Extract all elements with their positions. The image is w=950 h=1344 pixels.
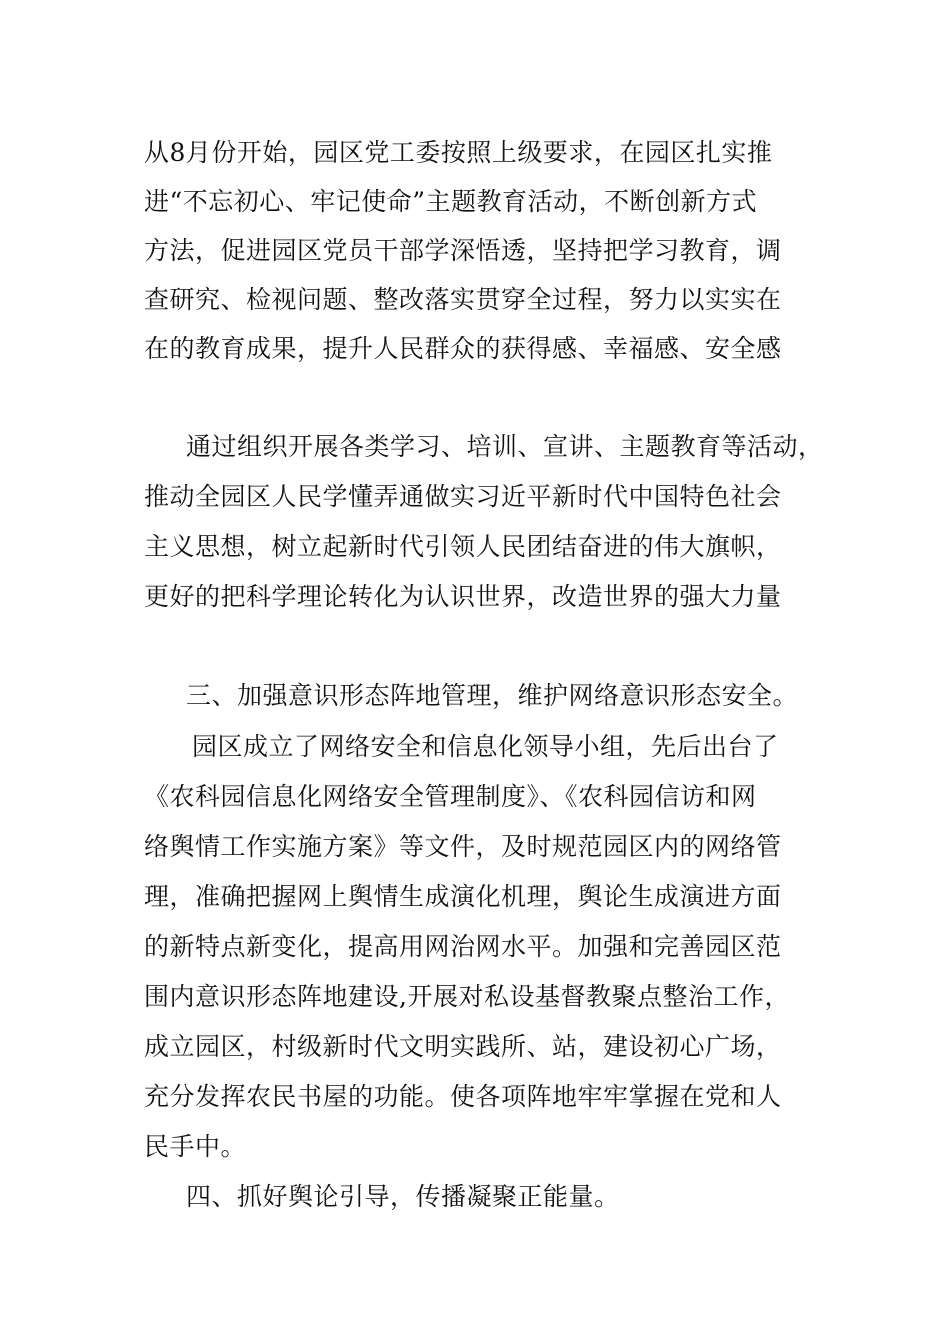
text-line: 更好的把科学理论转化为认识世界，改造世界的强大力量 xyxy=(144,582,782,611)
text-line: 《农科园信息化网络安全管理制度》、《农科园信访和网 xyxy=(144,782,757,811)
text-line: 通过组织开展各类学习、培训、宣讲、主题教育等活动， xyxy=(186,432,824,461)
text-line: 园区成立了网络安全和信息化领导小组，先后出台了 xyxy=(192,732,779,761)
text-line: 在的教育成果，提升人民群众的获得感、幸福感、安全感 xyxy=(144,334,782,363)
text-line: 围内意识形态阵地建设,开展对私设基督教聚点整治工作， xyxy=(144,982,790,1011)
text-line: 的新特点新变化，提高用网治网水平。加强和完善园区范 xyxy=(144,932,782,961)
text-line: 民手中。 xyxy=(144,1132,247,1161)
section-heading-4: 四、抓好舆论引导，传播凝聚正能量。 xyxy=(186,1182,620,1211)
text-line: 从8月份开始，园区党工委按照上级要求，在园区扎实推 xyxy=(144,138,773,167)
text-line: 主义思想，树立起新时代引领人民团结奋进的伟大旗帜， xyxy=(144,532,782,561)
text-line: 推动全园区人民学懂弄通做实习近平新时代中国特色社会 xyxy=(144,482,782,511)
text-line: 方法，促进园区党员干部学深悟透，坚持把学习教育，调 xyxy=(144,236,782,265)
text-line: 进“不忘初心、牢记使命”主题教育活动，不断创新方式 xyxy=(144,187,758,216)
text-line: 成立园区，村级新时代文明实践所、站，建设初心广场， xyxy=(144,1032,782,1061)
text-line: 理，准确把握网上舆情生成演化机理，舆论生成演进方面 xyxy=(144,882,782,911)
text-line: 络舆情工作实施方案》等文件，及时规范园区内的网络管 xyxy=(144,832,782,861)
text-line: 充分发挥农民书屋的功能。使各项阵地牢牢掌握在党和人 xyxy=(144,1082,782,1111)
section-heading-3: 三、加强意识形态阵地管理，维护网络意识形态安全。 xyxy=(186,681,799,710)
text-line: 查研究、检视问题、整改落实贯穿全过程，努力以实实在 xyxy=(144,285,782,314)
